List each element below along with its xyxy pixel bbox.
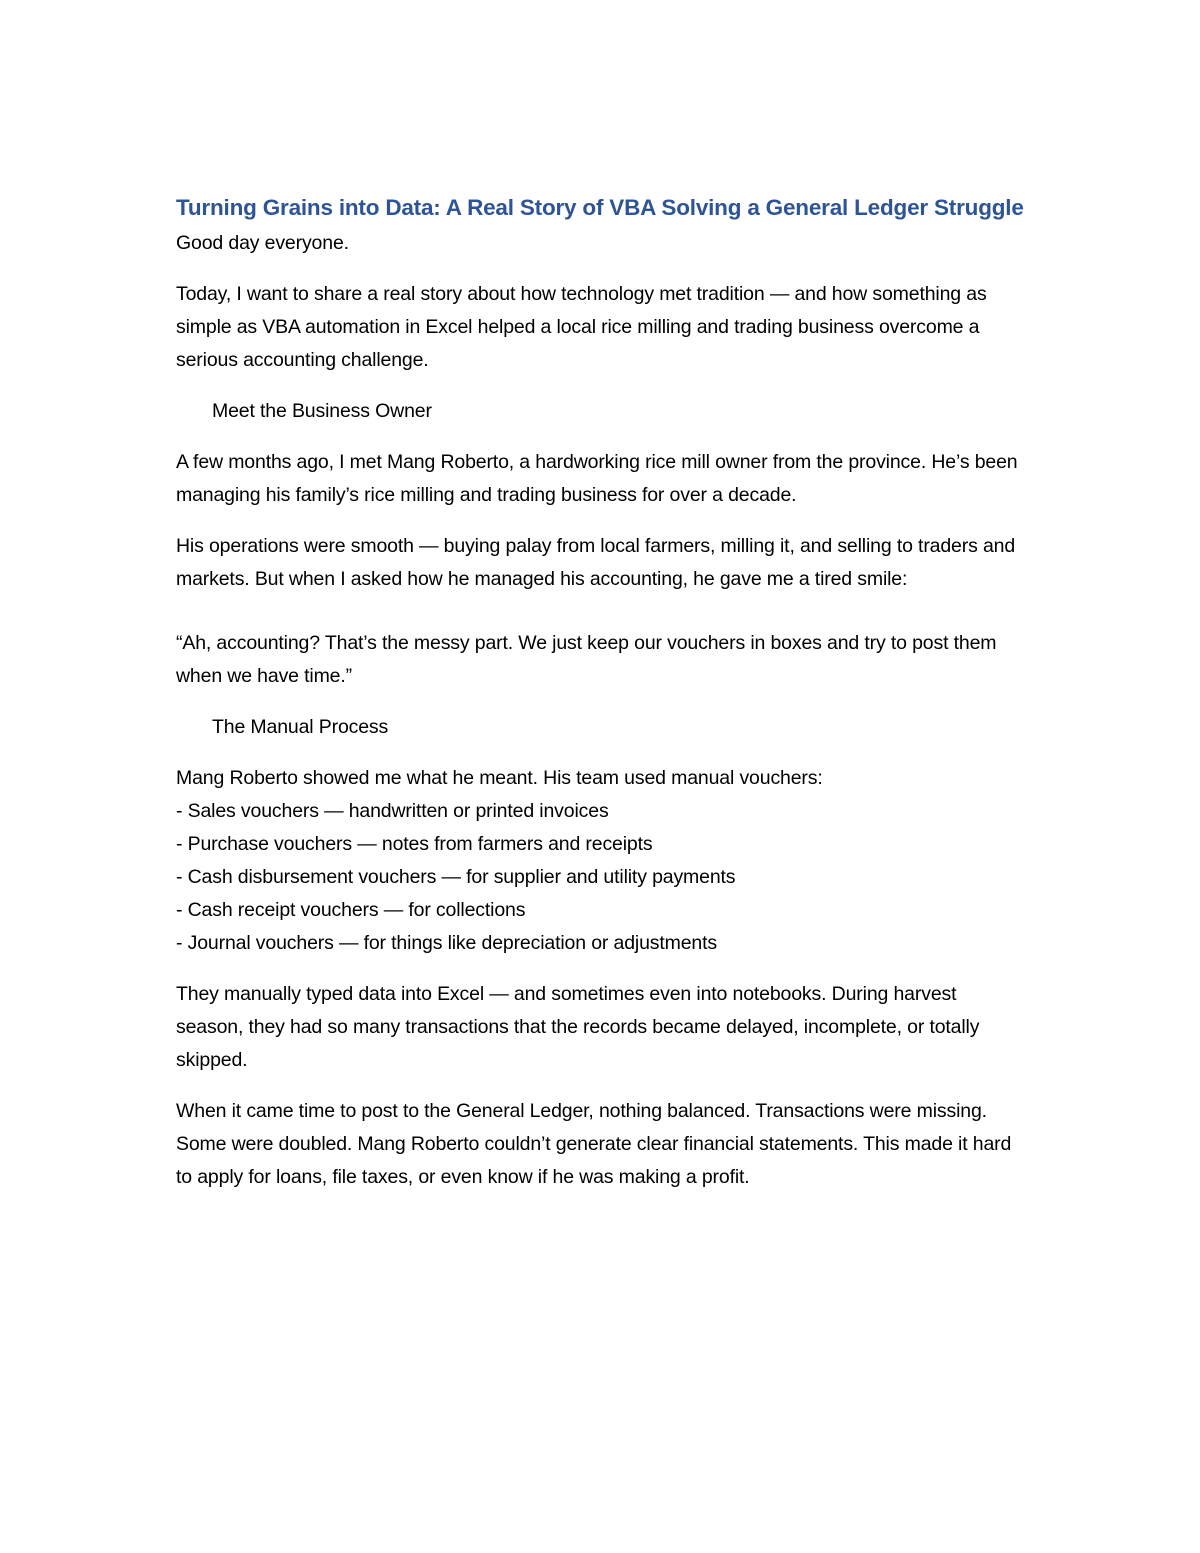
list-item: - Journal vouchers — for things like depreciation or adjustments — [176, 932, 717, 954]
voucher-list — [176, 795, 1026, 960]
list-item: - Sales vouchers — handwritten or printed invoices — [176, 800, 609, 822]
business-owner-paragraph-2: His operations were smooth — buying palay from local farmers, milling it, and selling to traders and markets. But when I asked how he managed his accounting, he gave me a tired smile: — [176, 535, 1016, 590]
owner-quote: “Ah, accounting? That’s the messy part. We just keep our vouchers in boxes and try to post them when we have time.” — [176, 632, 997, 687]
list-item: - Cash receipt vouchers — for collections — [176, 899, 526, 921]
intro-paragraph: Today, I want to share a real story about how technology met tradition — and how something as simple as VBA automation in Excel helped a local rice milling and trading business overcome a serious accounting challenge. — [176, 283, 987, 371]
business-owner-paragraph-1: A few months ago, I met Mang Roberto, a hardworking rice mill owner from the province. He’s been managing his family’s rice milling and trading business for over a decade. — [176, 451, 1018, 506]
list-item: - Purchase vouchers — notes from farmers and receipts — [176, 833, 653, 855]
manual-process-paragraph-2: They manually typed data into Excel — and sometimes even into notebooks. During harvest season, they had so many transactions that the records became delayed, incomplete, or totally skipped. — [176, 983, 980, 1071]
manual-process-paragraph-3: When it came time to post to the General Ledger, nothing balanced. Transactions were missing. Some were doubled. Mang Roberto couldn’t generate clear financial statements. This made it hard to apply for loans, file taxes, or even know if he was making a profit. — [176, 1100, 1012, 1188]
greeting-paragraph: Good day everyone. — [176, 232, 349, 254]
document-title: Turning Grains into Data: A Real Story of VBA Solving a General Ledger Struggle — [176, 195, 1024, 220]
manual-process-intro: Mang Roberto showed me what he meant. His team used manual vouchers: — [176, 767, 823, 789]
section-heading-manual-process: The Manual Process — [212, 716, 389, 738]
section-heading-business-owner: Meet the Business Owner — [212, 400, 432, 422]
list-item: - Cash disbursement vouchers — for supplier and utility payments — [176, 866, 736, 888]
document-body — [176, 188, 1026, 1194]
